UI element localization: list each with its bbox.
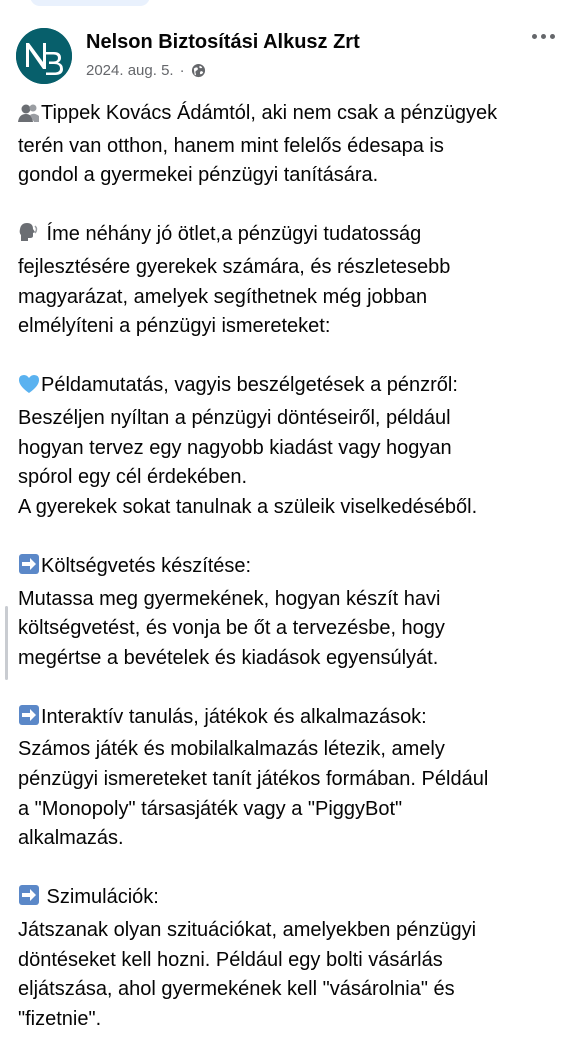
meta-separator: · <box>179 62 185 79</box>
post-paragraph <box>18 552 563 673</box>
line-text: Játszanak olyan szituációkat, amelyekben pénzügyi <box>18 919 477 942</box>
dot-icon <box>550 34 555 39</box>
text-line <box>18 220 563 253</box>
text-line <box>18 946 563 976</box>
line-text: Interaktív tanulás, játékok és alkalmazások: <box>41 705 427 728</box>
dot-icon <box>541 34 546 39</box>
text-line <box>18 404 563 434</box>
right-arrow-emoji <box>18 553 40 585</box>
line-text: Mutassa meg gyermekének, hogyan készít havi <box>18 587 441 610</box>
text-line <box>18 765 563 795</box>
text-line <box>18 916 563 946</box>
post-paragraph <box>18 371 563 522</box>
globe-icon <box>191 63 206 78</box>
line-text: elmélyíteni a pénzügyi ismereteket: <box>18 315 331 338</box>
speaking-people-emoji <box>18 102 40 132</box>
post-paragraph <box>18 703 563 854</box>
line-text: Költségvetés készítése: <box>41 554 252 577</box>
line-text: Szimulációk: <box>41 886 159 909</box>
speaking-head-emoji <box>18 221 40 253</box>
text-line <box>18 434 563 464</box>
top-edge-remnant <box>30 0 150 6</box>
more-options-button[interactable] <box>530 28 557 45</box>
text-line <box>18 283 563 313</box>
line-text: a "Monopoly" társasjáték vagy a "PiggyBot" <box>18 797 403 820</box>
text-line <box>18 371 563 404</box>
dot-icon <box>532 34 537 39</box>
blue-heart-emoji <box>18 374 40 404</box>
line-text: döntéseket kell hozni. Például egy bolti vásárlás <box>18 948 443 971</box>
line-text: Beszéljen nyíltan a pénzügyi döntéseiről, például <box>18 406 451 429</box>
text-line <box>18 614 563 644</box>
post-paragraph <box>18 883 563 1034</box>
text-line <box>18 975 563 1005</box>
line-text: gondol a gyermekei pénzügyi tanítására. <box>18 164 379 187</box>
nelson-logo-icon <box>16 28 72 84</box>
line-text: megértse a bevételek és kiadások egyensúlyát. <box>18 646 439 669</box>
right-arrow-emoji <box>18 884 40 916</box>
text-line <box>18 824 563 854</box>
text-line <box>18 735 563 765</box>
line-text: "fizetnie". <box>18 1007 102 1030</box>
post-header <box>16 22 557 84</box>
post-body <box>18 99 563 1064</box>
line-text: terén van otthon, hanem mint felelős édesapa is <box>18 134 444 157</box>
line-text: magyarázat, amelyek segíthetnek még jobban <box>18 285 428 308</box>
scroll-indicator[interactable] <box>5 606 8 680</box>
text-line <box>18 703 563 736</box>
line-text: hogyan tervez egy nagyobb kiadást vagy hogyan <box>18 436 452 459</box>
line-text: költségvetést, és vonja be őt a tervezésbe, hogy <box>18 617 445 640</box>
post-author[interactable]: Nelson Biztosítási Alkusz Zrt <box>86 31 360 53</box>
text-line <box>18 161 563 191</box>
text-line <box>18 312 563 342</box>
line-text: fejlesztésére gyerekek számára, és részletesebb <box>18 255 451 278</box>
text-line <box>18 883 563 916</box>
text-line <box>18 493 563 523</box>
text-line <box>18 99 563 132</box>
text-line <box>18 463 563 493</box>
text-line <box>18 795 563 825</box>
line-text: eljátszása, ahol gyermekének kell "vásárolnia" és <box>18 978 455 1001</box>
post-meta <box>86 62 206 79</box>
text-line <box>18 1005 563 1035</box>
right-arrow-emoji <box>18 704 40 736</box>
line-text: Példamutatás, vagyis beszélgetések a pénzről: <box>41 374 458 397</box>
post-paragraph <box>18 220 563 341</box>
line-text: Számos játék és mobilalkalmazás létezik, amely <box>18 738 445 761</box>
avatar[interactable] <box>16 28 72 84</box>
text-line <box>18 552 563 585</box>
text-line <box>18 132 563 162</box>
text-line <box>18 585 563 615</box>
line-text: spórol egy cél érdekében. <box>18 466 248 489</box>
line-text: pénzügyi ismereteket tanít játékos formában. Például <box>18 768 489 791</box>
post-paragraph <box>18 99 563 191</box>
text-line <box>18 253 563 283</box>
post-date[interactable]: 2024. aug. 5. <box>86 62 174 79</box>
line-text: Tippek Kovács Ádámtól, aki nem csak a pénzügyek <box>41 102 498 124</box>
line-text: A gyerekek sokat tanulnak a szüleik viselkedéséből. <box>18 495 478 518</box>
line-text: Íme néhány jó ötlet,a pénzügyi tudatosság <box>41 223 422 246</box>
line-text: alkalmazás. <box>18 827 124 850</box>
text-line <box>18 644 563 674</box>
